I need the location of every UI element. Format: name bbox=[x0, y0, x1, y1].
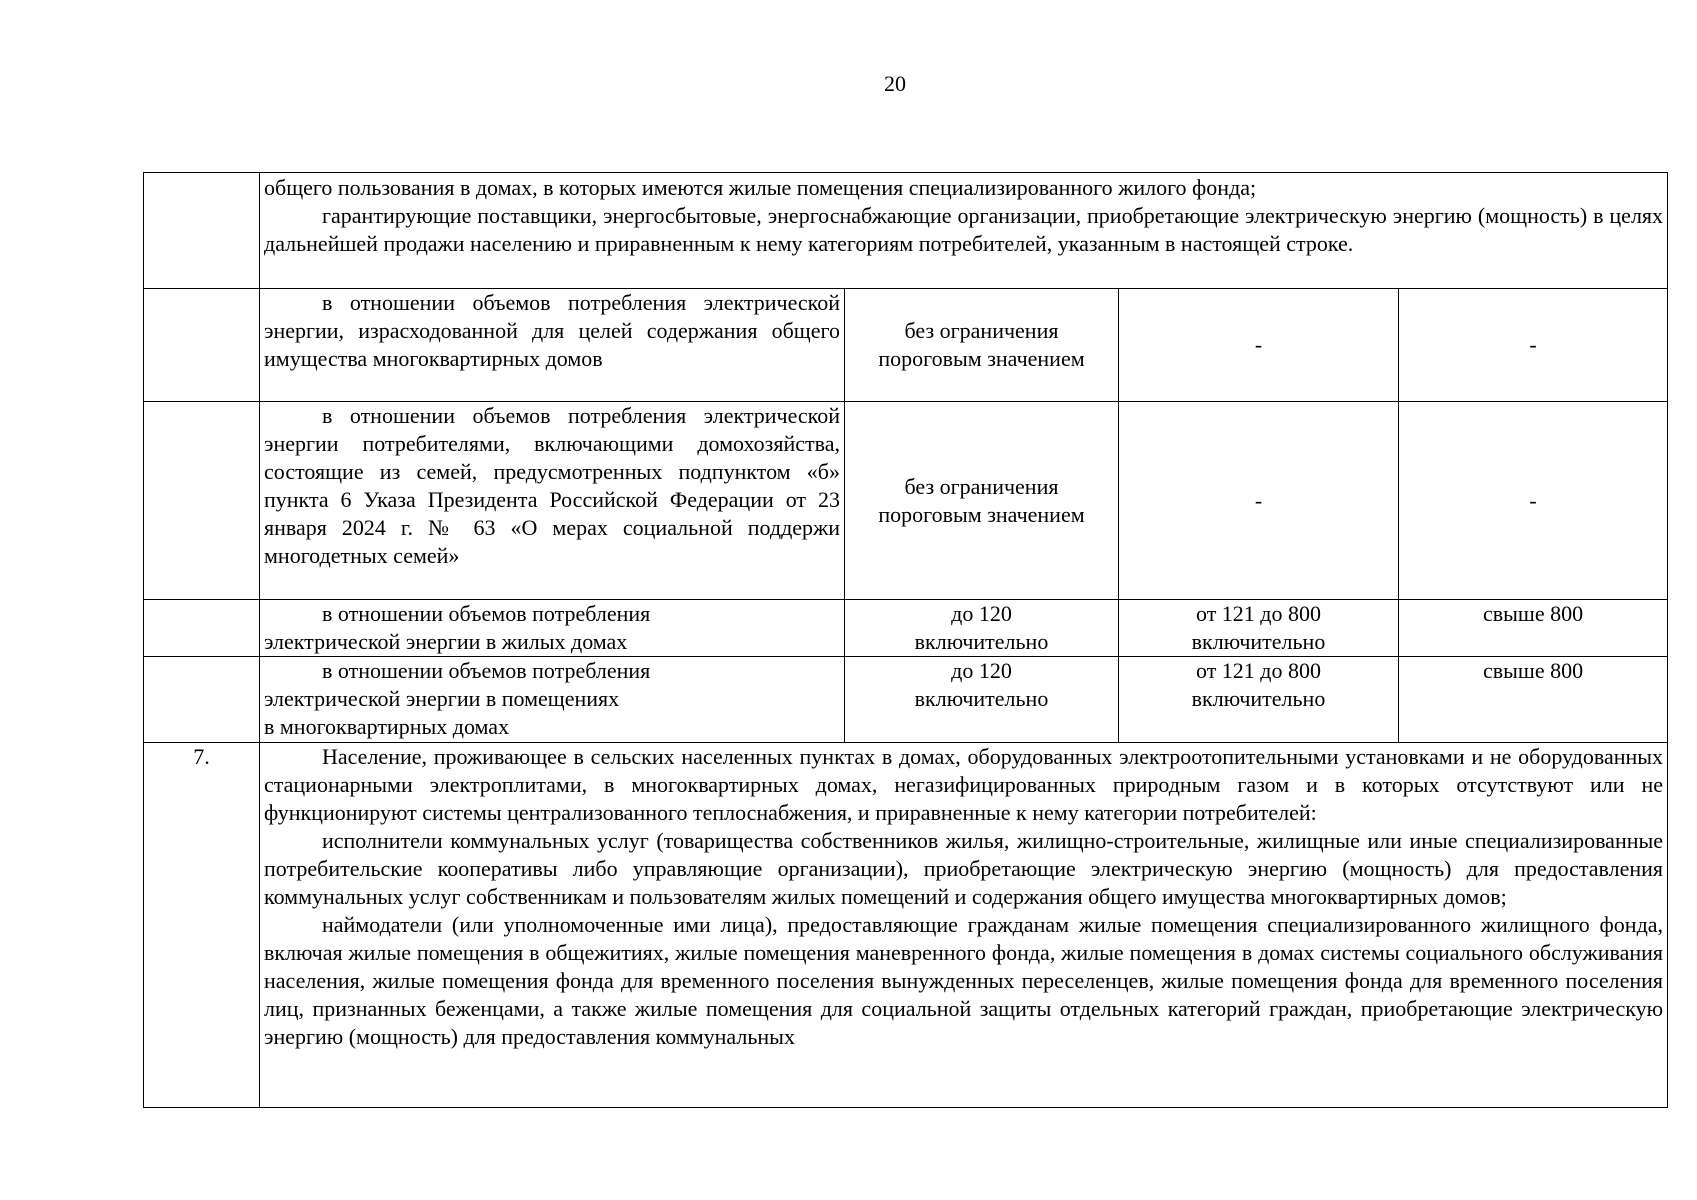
number-cell-empty bbox=[144, 289, 260, 402]
threshold-line-1: без ограничения bbox=[904, 473, 1059, 499]
threshold-cell-2 bbox=[1119, 657, 1399, 743]
number-cell-empty bbox=[144, 173, 260, 289]
description-line-3: в многоквартирных домах bbox=[264, 714, 510, 739]
threshold-cell-1 bbox=[845, 289, 1119, 402]
threshold-line-2: включительно bbox=[914, 686, 1049, 711]
threshold-line-1: до 120 bbox=[951, 601, 1012, 626]
threshold-line-1: от 121 до 800 bbox=[1195, 601, 1322, 626]
row-description: в отношении объемов потребления электрической энергии, израсходованной для целей содержания общего имущества многоквартирных домов bbox=[260, 289, 845, 402]
intro-paragraph-1: общего пользования в домах, в которых имеются жилые помещения специализированного жилого фонда; bbox=[264, 175, 1257, 200]
tariff-table bbox=[143, 172, 1668, 1108]
threshold-line-1: до 120 bbox=[951, 658, 1012, 683]
threshold-line-2: включительно bbox=[914, 629, 1049, 654]
description-line-1: в отношении объемов потребления bbox=[322, 601, 651, 626]
description-line-2: электрической энергии в жилых домах bbox=[264, 629, 628, 654]
threshold-cell-2 bbox=[1119, 600, 1399, 657]
row-description bbox=[260, 657, 845, 743]
intro-paragraph-2: гарантирующие поставщики, энергосбытовые, энергоснабжающие организации, приобретающие электрическую энергию (мощность) в целях дальнейшей продажи населению и приравненным к нему категориям потребителей, указанным в настоящей строке. bbox=[264, 203, 1664, 256]
row-description bbox=[260, 600, 845, 657]
threshold-cell-1 bbox=[845, 657, 1119, 743]
table-row-apartment-buildings bbox=[144, 657, 1668, 743]
row-description: в отношении объемов потребления электрической энергии потребителями, включающими домохозяйства, состоящие из семей, предусмотренных подпунктом «б» пункта 6 Указа Президента Российской Федерации от 23 января 2024 г. № 63 «О мерах социальной поддержи многодетных семей» bbox=[260, 402, 845, 600]
row-number: 7. bbox=[144, 743, 260, 1108]
table-row-intro bbox=[144, 173, 1668, 289]
threshold-cell-3: свыше 800 bbox=[1399, 600, 1668, 657]
threshold-line-2: включительно bbox=[1191, 686, 1326, 711]
threshold-cell-1 bbox=[845, 600, 1119, 657]
threshold-cell-3: - bbox=[1399, 289, 1668, 402]
item-7-paragraph-1: Население, проживающее в сельских населенных пунктах в домах, оборудованных электроотопительными установками и не оборудованных стационарными электроплитами, в многоквартирных домах, негазифицированных природным газом и в которых отсутствуют или не функционируют системы централизованного теплоснабжения, и приравненные к нему категории потребителей: bbox=[264, 744, 1664, 825]
description-line-2: электрической энергии в помещениях bbox=[264, 686, 620, 711]
number-cell-empty bbox=[144, 600, 260, 657]
threshold-cell-2: - bbox=[1119, 402, 1399, 600]
threshold-line-2: пороговым значением bbox=[878, 501, 1085, 527]
number-cell-empty bbox=[144, 657, 260, 743]
threshold-cell-2: - bbox=[1119, 289, 1399, 402]
item-7-cell bbox=[260, 743, 1668, 1108]
item-7-paragraph-3: наймодатели (или уполномоченные ими лица), предоставляющие гражданам жилые помещения специализированного жилищного фонда, включая жилые помещения в общежитиях, жилые помещения маневренного фонда, жилые помещения в домах системы социального обслуживания населения, жилые помещения фонда для временного поселения вынужденных переселенцев, жилые помещения фонда для временного поселения лиц, признанных беженцами, а также жилые помещения для социальной защиты отдельных категорий граждан, приобретающие электрическую энергию (мощность) для предоставления коммунальных bbox=[264, 912, 1664, 1049]
number-cell-empty bbox=[144, 402, 260, 600]
table-row-large-families bbox=[144, 402, 1668, 600]
threshold-line-1: от 121 до 800 bbox=[1195, 658, 1322, 683]
item-7-paragraph-2: исполнители коммунальных услуг (товарищества собственников жилья, жилищно-строительные, жилищные или иные специализированные потребительские кооперативы либо управляющие организации), приобретающие электрическую энергию (мощность) для предоставления коммунальных услуг собственникам и пользователям жилых помещений и содержания общего имущества многоквартирных домов; bbox=[264, 828, 1664, 909]
threshold-line-1: без ограничения bbox=[904, 318, 1059, 343]
intro-cell bbox=[260, 173, 1668, 289]
threshold-line-2: включительно bbox=[1191, 629, 1326, 654]
table-row-item-7 bbox=[144, 743, 1668, 1108]
table-row-residential-houses bbox=[144, 600, 1668, 657]
threshold-cell-1 bbox=[845, 402, 1119, 600]
description-line-1: в отношении объемов потребления bbox=[322, 658, 651, 683]
table-row-common-property bbox=[144, 289, 1668, 402]
threshold-cell-3: - bbox=[1399, 402, 1668, 600]
threshold-line-2: пороговым значением bbox=[878, 346, 1085, 371]
page-number: 20 bbox=[884, 71, 906, 96]
threshold-cell-3: свыше 800 bbox=[1399, 657, 1668, 743]
